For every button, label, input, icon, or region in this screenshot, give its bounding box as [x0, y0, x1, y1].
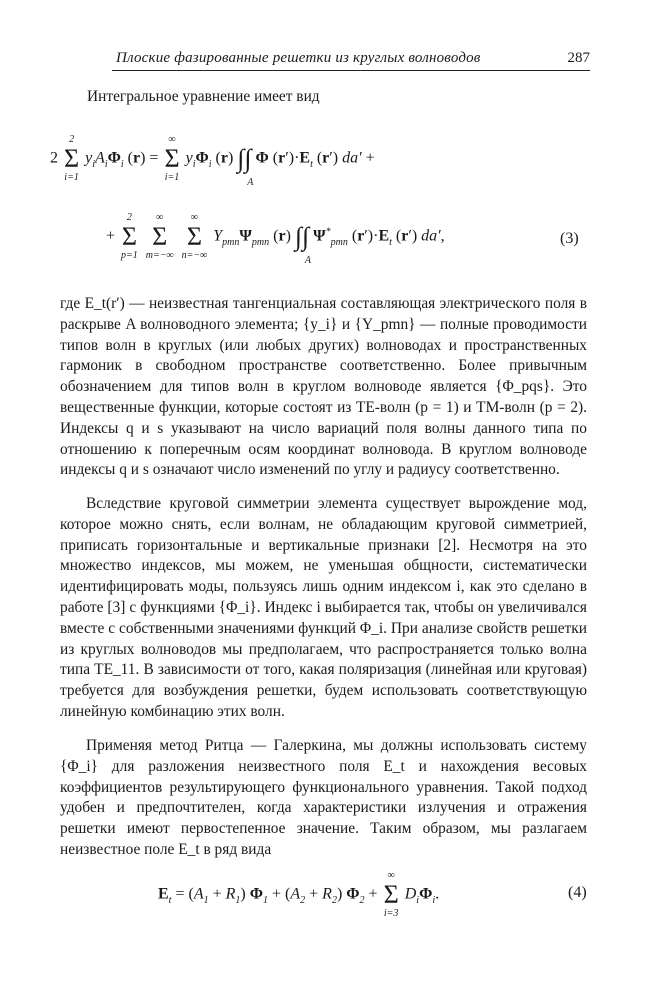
- double-integral: ∫∫ A: [237, 144, 254, 188]
- sum-operator: 2 Σ p=1: [121, 212, 138, 261]
- paragraph-2: Вследствие круговой симметрии элемента существует вырождение мод, которое можно снять, если волнам, не обладающим круговой симметрией, приписать горизонтальные и вертикальные признаки [2]. Несмотря на это множество индексов, мы можем, не уменьшая общности, систематически идентифицировать моды, пользуясь лишь одним индексом i, как это сделано в работе [3] с функциями {Φ_i}. Индекс i выбирается так, чтобы он увеличивался вместе с собственными значениями функций Φ_i. При анализе свойств решетки из круглых волноводов мы предполагаем, что распространяется только волна типа TE_11. В зависимости от того, какая поляризация (линейная или круговая) требуется для возбуждения решетки, будем использовать соответствующую линейную комбинацию этих волн.: [60, 495, 587, 720]
- double-integral: ∫∫ A: [294, 222, 311, 266]
- sum-operator: ∞ Σ m=−∞: [145, 212, 174, 261]
- equation-3-line-2: + 2 Σ p=1 ∞ Σ m=−∞ ∞ Σ n=−∞ $Y_{pmn}\Psi_{pmn}$ (r) ∫∫ A $\Psi^*_{pmn}$ $(r')\cdot E_t$ (r′) da′,: [106, 212, 445, 266]
- sum-operator: 2 Σ i=1: [64, 134, 80, 183]
- page-number: 287: [567, 50, 590, 66]
- equation-4: $E_t = (A_1 + R_1) \Phi_1 + (A_2 + R_2) \Phi_2$ + ∞ Σ i=3 $D_i\Phi_i$.: [158, 870, 440, 919]
- paragraph-1: где E_t(r′) — неизвестная тангенциальная составляющая электрического поля в раскрыве A волноводного элемента; {y_i} и {Y_pmn} — полные проводимости типов волн в круглых (или любых других) волноводах и пространственных гармоник в свободном пространстве соответственно. Более привычным обозначением для типов волн в круглом волноводе является {Φ_pqs}. Это вещественные функции, которые состоят из TE-волн (p = 1) и TM-волн (p = 2). Индексы q и s указывают на число вариаций поля волны данного типа по отношению к поперечным осям координат волновода. В круглом волноводе индексы q и s означают число изменений по углу и радиусу соответственно.: [60, 295, 587, 479]
- running-title: Плоские фазированные решетки из круглых волноводов: [116, 50, 481, 66]
- sum-operator: ∞ Σ i=3: [383, 870, 399, 919]
- equation-3-line-1: 2 2 Σ i=1 $y_iA_i\Phi_i$ (r) = ∞ Σ i=1 $y_i\Phi_i$ (r) ∫∫ A Φ $(r')\cdot E_t$ (r′) da′ +: [50, 134, 375, 188]
- sum-operator: ∞ Σ i=1: [164, 134, 180, 183]
- running-header: [112, 50, 590, 72]
- intro-line: Интегральное уравнение имеет вид: [87, 88, 320, 105]
- paragraph-3: Применяя метод Ритца — Галеркина, мы должны использовать систему {Φ_i} для разложения неизвестного поля E_t и нахождения весовых коэффициентов результирующего функционального уравнения. Такой подход удобен и предпочтителен, когда характеристики излучения и отражения решетки имеют первостепенное значение. Таким образом, мы разлагаем неизвестное поле E_t в ряд вида: [60, 737, 587, 858]
- sum-operator: ∞ Σ n=−∞: [181, 212, 208, 261]
- equation-4-number: (4): [568, 884, 587, 901]
- equation-3-number: (3): [560, 230, 579, 247]
- header-rule: [112, 70, 590, 71]
